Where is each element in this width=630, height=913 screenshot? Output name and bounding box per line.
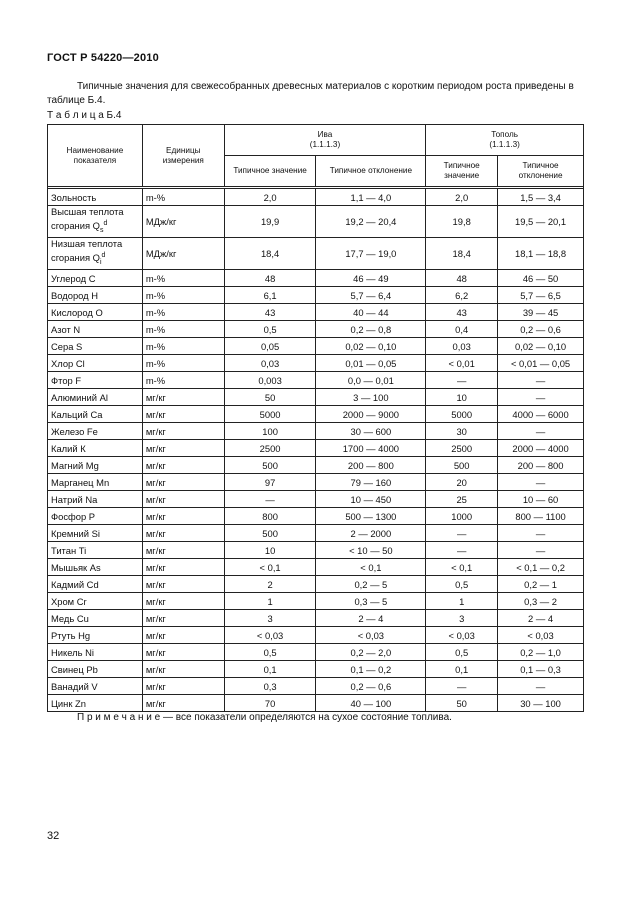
cell-name: [48, 644, 143, 661]
table-row: [48, 423, 584, 440]
cell-top-dev: < 0,1 — 0,2: [498, 559, 584, 576]
cell-name: [48, 338, 143, 355]
header-iva-title: Ива: [317, 130, 333, 139]
cell-name-text: Хлор Cl: [51, 357, 85, 369]
cell-top-dev: —: [498, 423, 584, 440]
cell-unit: m-%: [142, 355, 224, 372]
cell-top-typ: 2500: [426, 440, 498, 457]
cell-top-dev: —: [498, 525, 584, 542]
cell-name-text: Алюминий Al: [51, 391, 108, 403]
cell-iva-dev: 0,2 — 5: [316, 576, 426, 593]
cell-name: [48, 593, 143, 610]
cell-iva-typ: 10: [224, 542, 316, 559]
cell-name-text: Кислород О: [51, 306, 103, 318]
cell-iva-dev: 500 — 1300: [316, 508, 426, 525]
table-row: [48, 508, 584, 525]
header-topol-title: Тополь: [491, 130, 518, 139]
cell-top-dev: 39 — 45: [498, 304, 584, 321]
cell-iva-typ: 43: [224, 304, 316, 321]
cell-unit: мг/кг: [142, 457, 224, 474]
cell-name-text: Медь Cu: [51, 612, 89, 624]
cell-iva-typ: 70: [224, 695, 316, 712]
cell-top-typ: 6,2: [426, 287, 498, 304]
cell-unit: мг/кг: [142, 474, 224, 491]
table-row: [48, 389, 584, 406]
cell-top-dev: 10 — 60: [498, 491, 584, 508]
cell-iva-typ: 1: [224, 593, 316, 610]
table-row: [48, 661, 584, 678]
cell-name-text: Магний Mg: [51, 459, 99, 471]
cell-top-typ: 48: [426, 270, 498, 287]
header-topol-ref: (1.1.1.3): [489, 140, 520, 149]
table-row: [48, 678, 584, 695]
cell-top-dev: 0,2 — 1,0: [498, 644, 584, 661]
cell-iva-dev: 0,1 — 0,2: [316, 661, 426, 678]
header-unit: Единицы измерения: [142, 125, 224, 187]
cell-top-typ: 0,5: [426, 644, 498, 661]
cell-name: [48, 406, 143, 423]
cell-top-typ: < 0,1: [426, 559, 498, 576]
cell-name: [48, 238, 143, 270]
cell-name: [48, 525, 143, 542]
table-row: [48, 457, 584, 474]
cell-name-text: Сера S: [51, 340, 83, 352]
cell-top-typ: —: [426, 678, 498, 695]
cell-iva-dev: 0,2 — 0,6: [316, 678, 426, 695]
cell-name-text: Фосфор Р: [51, 510, 96, 522]
cell-name-subscript: s: [99, 227, 104, 234]
cell-name-text: Хром Cr: [51, 595, 87, 607]
cell-iva-dev: 0,3 — 5: [316, 593, 426, 610]
cell-unit: мг/кг: [142, 423, 224, 440]
cell-iva-typ: 19,9: [224, 206, 316, 238]
cell-top-typ: 0,1: [426, 661, 498, 678]
cell-top-typ: 3: [426, 610, 498, 627]
cell-iva-dev: 40 — 100: [316, 695, 426, 712]
cell-top-typ: < 0,03: [426, 627, 498, 644]
table-caption: Т а б л и ц а Б.4: [47, 110, 122, 121]
cell-top-typ: 2,0: [426, 189, 498, 206]
cell-iva-typ: 48: [224, 270, 316, 287]
cell-top-dev: —: [498, 542, 584, 559]
cell-name-text: Водород Н: [51, 289, 99, 301]
cell-iva-dev: < 0,03: [316, 627, 426, 644]
cell-iva-dev: < 10 — 50: [316, 542, 426, 559]
cell-iva-dev: 5,7 — 6,4: [316, 287, 426, 304]
cell-name: [48, 287, 143, 304]
cell-name-text: Никель Ni: [51, 646, 94, 658]
cell-iva-dev: 1700 — 4000: [316, 440, 426, 457]
cell-top-typ: —: [426, 542, 498, 559]
cell-top-dev: < 0,03: [498, 627, 584, 644]
cell-top-typ: 43: [426, 304, 498, 321]
cell-top-dev: —: [498, 678, 584, 695]
cell-name: [48, 695, 143, 712]
cell-top-dev: 0,3 — 2: [498, 593, 584, 610]
cell-unit: мг/кг: [142, 440, 224, 457]
cell-iva-dev: < 0,1: [316, 559, 426, 576]
data-table: [47, 124, 584, 712]
cell-name-text: Ртуть Hg: [51, 629, 91, 641]
cell-name: [48, 423, 143, 440]
cell-top-dev: 18,1 — 18,8: [498, 238, 584, 270]
table-row: [48, 321, 584, 338]
cell-iva-typ: < 0,03: [224, 627, 316, 644]
cell-name: [48, 491, 143, 508]
cell-iva-typ: 100: [224, 423, 316, 440]
cell-iva-typ: —: [224, 491, 316, 508]
cell-name-superscript: d: [101, 252, 106, 259]
header-topol-deviation: Типичное отклонение: [498, 156, 584, 187]
cell-unit: мг/кг: [142, 406, 224, 423]
cell-top-dev: —: [498, 389, 584, 406]
cell-top-dev: 30 — 100: [498, 695, 584, 712]
cell-iva-typ: 0,3: [224, 678, 316, 695]
cell-top-dev: 1,5 — 3,4: [498, 189, 584, 206]
cell-name-text: Натрий Na: [51, 493, 98, 505]
table-row: [48, 644, 584, 661]
cell-top-typ: 5000: [426, 406, 498, 423]
table-row: [48, 440, 584, 457]
cell-unit: мг/кг: [142, 661, 224, 678]
cell-name-text: Свинец Pb: [51, 663, 98, 675]
cell-iva-dev: 2000 — 9000: [316, 406, 426, 423]
cell-iva-typ: 5000: [224, 406, 316, 423]
table-row: [48, 287, 584, 304]
header-topol: [426, 125, 584, 156]
cell-top-dev: 200 — 800: [498, 457, 584, 474]
cell-iva-typ: 6,1: [224, 287, 316, 304]
cell-iva-typ: 50: [224, 389, 316, 406]
cell-unit: m-%: [142, 189, 224, 206]
table-row: [48, 206, 584, 238]
cell-name-text: Цинк Zn: [51, 697, 86, 709]
cell-name: [48, 189, 143, 206]
cell-top-typ: 10: [426, 389, 498, 406]
cell-iva-typ: 2: [224, 576, 316, 593]
cell-name: [48, 678, 143, 695]
cell-unit: мг/кг: [142, 695, 224, 712]
header-iva-typical: Типичное значение: [224, 156, 316, 187]
cell-unit: мг/кг: [142, 610, 224, 627]
cell-top-typ: 20: [426, 474, 498, 491]
cell-name: [48, 389, 143, 406]
cell-top-typ: 0,5: [426, 576, 498, 593]
cell-top-dev: 5,7 — 6,5: [498, 287, 584, 304]
header-iva-ref: (1.1.1.3): [309, 140, 341, 149]
cell-iva-typ: 800: [224, 508, 316, 525]
cell-top-typ: 25: [426, 491, 498, 508]
cell-unit: m-%: [142, 270, 224, 287]
cell-name-text: Марганец Mn: [51, 476, 110, 488]
cell-unit: m-%: [142, 372, 224, 389]
cell-name-text: Кальций Ca: [51, 408, 103, 420]
cell-iva-typ: 0,05: [224, 338, 316, 355]
cell-name: [48, 206, 143, 238]
cell-name: [48, 355, 143, 372]
cell-top-dev: 0,02 — 0,10: [498, 338, 584, 355]
cell-top-typ: —: [426, 525, 498, 542]
cell-top-dev: 4000 — 6000: [498, 406, 584, 423]
cell-name-superscript: d: [103, 220, 108, 227]
cell-name-subscript: i: [99, 259, 102, 266]
cell-name-text: Углерод С: [51, 272, 96, 284]
table-row: [48, 593, 584, 610]
cell-iva-typ: 0,5: [224, 321, 316, 338]
table-row: [48, 355, 584, 372]
cell-unit: мг/кг: [142, 627, 224, 644]
intro-paragraph: Типичные значения для свежесобранных древесных материалов с коротким периодом роста приведены в таблице Б.4.: [47, 81, 574, 106]
cell-iva-dev: 46 — 49: [316, 270, 426, 287]
cell-top-typ: 50: [426, 695, 498, 712]
table-row: [48, 270, 584, 287]
cell-top-dev: 0,1 — 0,3: [498, 661, 584, 678]
cell-unit: m-%: [142, 321, 224, 338]
cell-top-dev: 46 — 50: [498, 270, 584, 287]
cell-unit: мг/кг: [142, 542, 224, 559]
cell-name-text: Фтор F: [51, 374, 82, 386]
cell-top-dev: 0,2 — 0,6: [498, 321, 584, 338]
cell-name-text: Калий К: [51, 442, 86, 454]
cell-iva-typ: 0,003: [224, 372, 316, 389]
cell-iva-dev: 40 — 44: [316, 304, 426, 321]
cell-top-typ: 0,03: [426, 338, 498, 355]
table-row: [48, 238, 584, 270]
cell-unit: мг/кг: [142, 525, 224, 542]
cell-iva-dev: 2 — 2000: [316, 525, 426, 542]
cell-unit: МДж/кг: [142, 238, 224, 270]
cell-name: [48, 627, 143, 644]
page-number: 32: [47, 830, 60, 842]
cell-top-typ: 1000: [426, 508, 498, 525]
cell-name-text: Железо Fe: [51, 425, 98, 437]
table-row: [48, 695, 584, 712]
cell-iva-typ: 97: [224, 474, 316, 491]
cell-unit: m-%: [142, 338, 224, 355]
cell-unit: мг/кг: [142, 678, 224, 695]
header-topol-typical: Типичное значение: [426, 156, 498, 187]
cell-unit: МДж/кг: [142, 206, 224, 238]
cell-iva-typ: < 0,1: [224, 559, 316, 576]
table-row: [48, 474, 584, 491]
table-note: П р и м е ч а н и е — все показатели определяются на сухое состояние топлива.: [77, 712, 452, 723]
table-row: [48, 338, 584, 355]
cell-top-dev: 2 — 4: [498, 610, 584, 627]
cell-unit: мг/кг: [142, 644, 224, 661]
cell-top-dev: 2000 — 4000: [498, 440, 584, 457]
cell-top-typ: 18,4: [426, 238, 498, 270]
cell-name: [48, 559, 143, 576]
cell-unit: мг/кг: [142, 508, 224, 525]
cell-name-text: Мышьяк As: [51, 561, 101, 573]
cell-top-dev: —: [498, 372, 584, 389]
cell-iva-dev: 0,0 — 0,01: [316, 372, 426, 389]
cell-top-dev: 800 — 1100: [498, 508, 584, 525]
cell-name: [48, 321, 143, 338]
cell-name: [48, 270, 143, 287]
cell-top-dev: 19,5 — 20,1: [498, 206, 584, 238]
cell-iva-dev: 0,01 — 0,05: [316, 355, 426, 372]
cell-iva-typ: 0,5: [224, 644, 316, 661]
table-row: [48, 576, 584, 593]
cell-name-text: Зольность: [51, 191, 97, 203]
cell-unit: мг/кг: [142, 389, 224, 406]
cell-top-dev: —: [498, 474, 584, 491]
cell-iva-dev: 17,7 — 19,0: [316, 238, 426, 270]
cell-top-dev: < 0,01 — 0,05: [498, 355, 584, 372]
cell-iva-typ: 3: [224, 610, 316, 627]
cell-name: [48, 372, 143, 389]
cell-iva-typ: 0,03: [224, 355, 316, 372]
cell-iva-typ: 500: [224, 457, 316, 474]
table-row: [48, 189, 584, 206]
cell-top-typ: 500: [426, 457, 498, 474]
cell-iva-typ: 2,0: [224, 189, 316, 206]
cell-name: [48, 457, 143, 474]
header-iva: [224, 125, 426, 156]
cell-top-typ: < 0,01: [426, 355, 498, 372]
cell-unit: мг/кг: [142, 576, 224, 593]
cell-name-text: Кадмий Cd: [51, 578, 99, 590]
cell-name: [48, 508, 143, 525]
cell-name: [48, 661, 143, 678]
cell-iva-dev: 79 — 160: [316, 474, 426, 491]
document-header: ГОСТ Р 54220—2010: [47, 52, 159, 64]
cell-iva-dev: 30 — 600: [316, 423, 426, 440]
cell-name: [48, 440, 143, 457]
cell-top-dev: 0,2 — 1: [498, 576, 584, 593]
cell-name: [48, 610, 143, 627]
cell-name: [48, 542, 143, 559]
cell-iva-dev: 200 — 800: [316, 457, 426, 474]
cell-name-text: Кремний Si: [51, 527, 100, 539]
cell-top-typ: 19,8: [426, 206, 498, 238]
cell-iva-dev: 0,2 — 2,0: [316, 644, 426, 661]
cell-iva-dev: 0,2 — 0,8: [316, 321, 426, 338]
cell-top-typ: —: [426, 372, 498, 389]
table-body: [48, 189, 584, 712]
cell-top-typ: 0,4: [426, 321, 498, 338]
table-row: [48, 542, 584, 559]
table-row: [48, 491, 584, 508]
cell-name-text: Ванадий V: [51, 680, 98, 692]
cell-unit: мг/кг: [142, 559, 224, 576]
cell-name: [48, 576, 143, 593]
cell-iva-dev: 2 — 4: [316, 610, 426, 627]
header-name: Наименование показателя: [48, 125, 143, 187]
cell-iva-dev: 19,2 — 20,4: [316, 206, 426, 238]
cell-iva-typ: 2500: [224, 440, 316, 457]
cell-iva-dev: 0,02 — 0,10: [316, 338, 426, 355]
cell-unit: m-%: [142, 304, 224, 321]
cell-name-text: Титан Ti: [51, 544, 87, 556]
cell-top-typ: 1: [426, 593, 498, 610]
table-row: [48, 627, 584, 644]
table-row: [48, 406, 584, 423]
cell-unit: мг/кг: [142, 593, 224, 610]
cell-name: [48, 304, 143, 321]
cell-iva-typ: 500: [224, 525, 316, 542]
header-iva-deviation: Типичное отклонение: [316, 156, 426, 187]
cell-iva-typ: 0,1: [224, 661, 316, 678]
cell-iva-dev: 10 — 450: [316, 491, 426, 508]
table-row: [48, 559, 584, 576]
cell-unit: мг/кг: [142, 491, 224, 508]
table-row: [48, 372, 584, 389]
cell-iva-dev: 3 — 100: [316, 389, 426, 406]
table-row: [48, 304, 584, 321]
cell-name-text: Низшая теплота сгорания Q: [51, 238, 123, 264]
table-row: [48, 610, 584, 627]
cell-iva-dev: 1,1 — 4,0: [316, 189, 426, 206]
cell-top-typ: 30: [426, 423, 498, 440]
cell-name-text: Азот N: [51, 323, 81, 335]
cell-name-text: Высшая теплота сгорания Q: [51, 206, 124, 232]
cell-name: [48, 474, 143, 491]
table-row: [48, 525, 584, 542]
cell-iva-typ: 18,4: [224, 238, 316, 270]
cell-unit: m-%: [142, 287, 224, 304]
